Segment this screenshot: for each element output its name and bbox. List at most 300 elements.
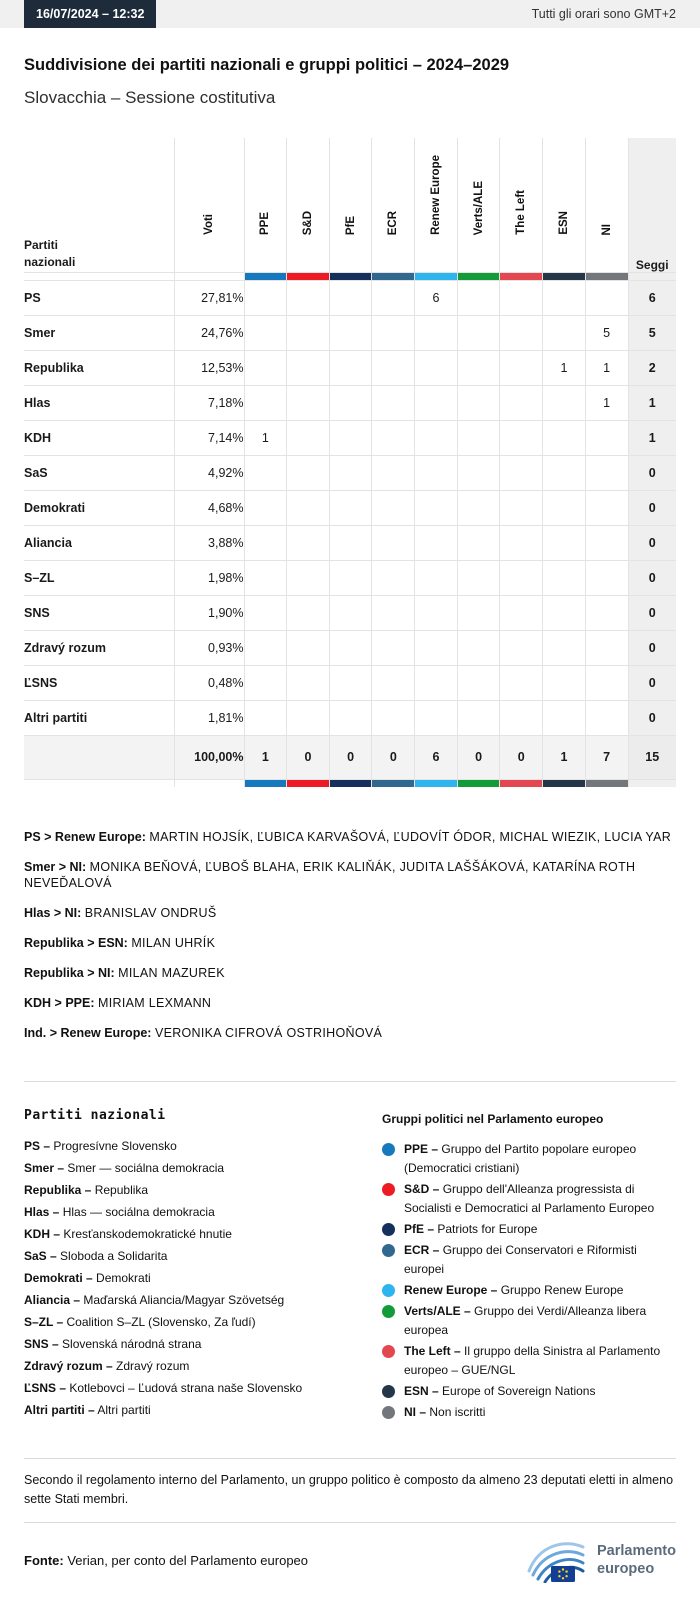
source-line [24, 1553, 308, 1568]
mep-assignment [24, 965, 676, 981]
mep-assignment-names: MILAN UHRÍK [131, 936, 216, 950]
group-column-header [287, 138, 330, 238]
party-abbr: SaS – [24, 1249, 57, 1263]
party-abbr: PS – [24, 1139, 51, 1153]
party-full-name: Demokrati [96, 1271, 151, 1285]
mep-assignment-label: KDH > PPE: [24, 996, 95, 1010]
group-seats-total: 7 [585, 735, 628, 779]
party-name: Smer [24, 315, 174, 350]
party-group-seats: 1 [585, 350, 628, 385]
party-group-seats [585, 560, 628, 595]
source-text: Verian, per conto del Parlamento europeo [67, 1552, 309, 1568]
party-name: Hlas [24, 385, 174, 420]
party-group-seats [457, 315, 500, 350]
party-legend-item [24, 1399, 368, 1421]
party-name: Altri partiti [24, 700, 174, 735]
group-legend-text [404, 1342, 676, 1380]
group-legend-item [382, 1241, 676, 1279]
group-column-header-label: The Left [515, 190, 528, 235]
party-group-seats [329, 630, 372, 665]
datetime-badge: 16/07/2024 – 12:32 [24, 0, 156, 28]
mep-assignment [24, 859, 676, 891]
party-group-seats [372, 315, 415, 350]
party-legend-item [24, 1289, 368, 1311]
party-group-seats [585, 420, 628, 455]
group-color-dot [382, 1406, 395, 1419]
party-group-seats [500, 700, 543, 735]
party-group-seats [585, 525, 628, 560]
group-color-bar [244, 779, 287, 787]
group-color-bar [457, 272, 500, 280]
group-color-bar [543, 779, 586, 787]
party-row [24, 455, 676, 490]
party-abbr: Zdravý rozum – [24, 1359, 113, 1373]
group-description: Non iscritti [429, 1405, 486, 1419]
group-column-header-label: PfE [344, 215, 357, 235]
party-group-seats [372, 525, 415, 560]
table-header-row [24, 138, 676, 238]
group-seats-total: 0 [287, 735, 330, 779]
party-group-seats [543, 385, 586, 420]
footer-color-strip [24, 779, 676, 787]
group-seats-total: 6 [415, 735, 458, 779]
party-group-seats [415, 350, 458, 385]
party-group-seats [457, 490, 500, 525]
party-group-seats [329, 315, 372, 350]
party-group-seats [415, 455, 458, 490]
party-group-seats [500, 385, 543, 420]
mep-assignment [24, 905, 676, 921]
group-color-dot [382, 1143, 395, 1156]
mep-assignments-section [24, 829, 676, 1041]
party-full-name: Kotlebovci – Ľudová strana naše Slovensko [69, 1381, 303, 1395]
party-group-seats [329, 385, 372, 420]
party-row [24, 630, 676, 665]
mep-assignment [24, 935, 676, 951]
party-legend-item [24, 1135, 368, 1157]
european-parliament-logo-icon [525, 1537, 587, 1583]
party-group-seats [585, 665, 628, 700]
party-group-seats [329, 350, 372, 385]
party-group-seats: 1 [543, 350, 586, 385]
party-seats-total: 0 [628, 700, 676, 735]
party-group-seats [543, 280, 586, 315]
party-group-seats [457, 595, 500, 630]
party-row [24, 700, 676, 735]
ep-logo-text-line1: Parlamento [597, 1543, 676, 1559]
mep-assignment-names: MARTIN HOJSÍK, ĽUBICA KARVAŠOVÁ, ĽUDOVÍT ÓDOR, MICHAL WIEZIK, LUCIA YAR [149, 830, 672, 844]
group-abbr: The Left – [404, 1344, 461, 1358]
mep-assignment-label: Republika > ESN: [24, 936, 128, 950]
party-group-seats [244, 630, 287, 665]
group-legend-item [382, 1382, 676, 1401]
party-group-seats: 5 [585, 315, 628, 350]
parties-legend-title: Partiti nazionali [24, 1108, 166, 1123]
party-row [24, 385, 676, 420]
mep-assignment [24, 1025, 676, 1041]
group-seats-total: 1 [543, 735, 586, 779]
party-name: Demokrati [24, 490, 174, 525]
party-group-seats [244, 350, 287, 385]
party-group-seats [372, 490, 415, 525]
group-description: Gruppo dei Verdi/Alleanza libera europea [404, 1304, 647, 1337]
party-group-seats [329, 490, 372, 525]
party-group-seats [543, 455, 586, 490]
party-group-seats [500, 525, 543, 560]
party-group-seats: 1 [585, 385, 628, 420]
party-full-name: Slovenská národná strana [62, 1337, 202, 1351]
group-color-bar [585, 272, 628, 280]
party-legend-item [24, 1377, 368, 1399]
party-group-seats [457, 420, 500, 455]
party-legend-item [24, 1333, 368, 1355]
party-abbr: Smer – [24, 1161, 65, 1175]
party-vote-share: 0,48% [174, 665, 244, 700]
party-group-seats [244, 280, 287, 315]
group-column-header [372, 138, 415, 238]
party-group-seats [500, 350, 543, 385]
party-row [24, 315, 676, 350]
party-vote-share: 24,76% [174, 315, 244, 350]
totals-row [24, 735, 676, 779]
party-group-seats [415, 560, 458, 595]
group-column-header-label: NI [600, 223, 613, 235]
party-group-seats [287, 385, 330, 420]
footer-divider-bottom [24, 1522, 676, 1523]
group-color-bar [415, 272, 458, 280]
group-legend-text [404, 1281, 623, 1300]
group-legend-text [404, 1140, 676, 1178]
party-group-seats [287, 280, 330, 315]
section-divider [24, 1081, 676, 1082]
group-legend-item [382, 1403, 676, 1422]
group-legend-item [382, 1342, 676, 1380]
party-seats-total: 0 [628, 595, 676, 630]
group-description: Il gruppo della Sinistra al Parlamento europeo – GUE/NGL [404, 1344, 661, 1377]
mep-assignment-names: MONIKA BEŇOVÁ, ĽUBOŠ BLAHA, ERIK KALIŇÁK, JUDITA LAŠŠÁKOVÁ, KATARÍNA ROTH NEVEĎALOVÁ [24, 860, 636, 890]
group-abbr: Verts/ALE – [404, 1304, 471, 1318]
results-table-body [24, 280, 676, 787]
group-color-bar [457, 779, 500, 787]
seggi-column-header [628, 138, 676, 272]
party-group-seats [372, 665, 415, 700]
party-group-seats [329, 665, 372, 700]
group-description: Gruppo del Partito popolare europeo (Democratici cristiani) [404, 1142, 637, 1175]
party-row [24, 525, 676, 560]
party-group-seats [244, 385, 287, 420]
group-color-dot [382, 1183, 395, 1196]
party-group-seats [543, 490, 586, 525]
party-group-seats [457, 350, 500, 385]
group-color-bar [372, 779, 415, 787]
ep-logo-text [597, 1542, 676, 1578]
party-vote-share: 1,98% [174, 560, 244, 595]
party-group-seats [415, 700, 458, 735]
party-group-seats [543, 315, 586, 350]
party-full-name: Republika [94, 1183, 149, 1197]
party-group-seats [372, 280, 415, 315]
group-column-header-label: Verts/ALE [472, 180, 485, 235]
group-legend-item [382, 1140, 676, 1178]
party-abbr: Aliancia – [24, 1293, 81, 1307]
seggi-column-header-label: Seggi [635, 257, 669, 272]
party-seats-total: 0 [628, 560, 676, 595]
mep-assignment-names: MIRIAM LEXMANN [98, 996, 212, 1010]
party-group-seats [457, 560, 500, 595]
party-full-name: Kresťanskodemokratické hnutie [63, 1227, 232, 1241]
group-description: Gruppo dei Conservatori e Riformisti europei [404, 1243, 637, 1276]
party-group-seats [543, 700, 586, 735]
party-group-seats [244, 525, 287, 560]
party-group-seats [500, 455, 543, 490]
group-color-dot [382, 1223, 395, 1236]
party-vote-share: 0,93% [174, 630, 244, 665]
group-seats-total: 0 [329, 735, 372, 779]
party-group-seats [543, 665, 586, 700]
group-column-header [500, 138, 543, 238]
party-row [24, 665, 676, 700]
group-color-bar [244, 272, 287, 280]
party-vote-share: 4,68% [174, 490, 244, 525]
mep-assignment-label: Smer > NI: [24, 860, 87, 874]
group-color-bar [500, 272, 543, 280]
party-vote-share: 1,90% [174, 595, 244, 630]
party-group-seats [500, 420, 543, 455]
party-group-seats: 1 [244, 420, 287, 455]
party-legend-item [24, 1223, 368, 1245]
results-table [24, 138, 676, 787]
party-group-seats [372, 630, 415, 665]
party-group-seats [500, 315, 543, 350]
voti-column-header-label: Voti [203, 214, 215, 235]
group-legend-item [382, 1180, 676, 1218]
group-abbr: PfE – [404, 1222, 435, 1236]
mep-assignment [24, 995, 676, 1011]
party-group-seats [500, 560, 543, 595]
mep-assignment-label: Ind. > Renew Europe: [24, 1026, 152, 1040]
party-name: KDH [24, 420, 174, 455]
party-vote-share: 12,53% [174, 350, 244, 385]
party-group-seats [543, 595, 586, 630]
party-seats-total: 0 [628, 490, 676, 525]
group-description: Europe of Sovereign Nations [442, 1384, 596, 1398]
party-row [24, 490, 676, 525]
party-group-seats [372, 595, 415, 630]
party-full-name: Altri partiti [97, 1403, 151, 1417]
party-legend-item [24, 1355, 368, 1377]
party-group-seats [457, 385, 500, 420]
party-group-seats [244, 315, 287, 350]
group-color-dot [382, 1284, 395, 1297]
party-group-seats [244, 700, 287, 735]
party-group-seats [329, 595, 372, 630]
party-group-seats [287, 665, 330, 700]
party-group-seats [585, 700, 628, 735]
party-seats-total: 0 [628, 455, 676, 490]
group-legend-text [404, 1403, 485, 1422]
party-column-header-label: Partiti nazionali [24, 237, 76, 270]
party-full-name: Zdravý rozum [116, 1359, 190, 1373]
party-group-seats [500, 630, 543, 665]
group-abbr: ECR – [404, 1243, 440, 1257]
group-color-bar [585, 779, 628, 787]
party-group-seats [415, 595, 458, 630]
party-seats-total: 6 [628, 280, 676, 315]
party-group-seats [287, 595, 330, 630]
group-column-header [457, 138, 500, 238]
party-vote-share: 7,18% [174, 385, 244, 420]
party-full-name: Hlas — sociálna demokracia [62, 1205, 215, 1219]
party-group-seats [585, 490, 628, 525]
legend-section [24, 1108, 676, 1424]
party-full-name: Smer — sociálna demokracia [67, 1161, 225, 1175]
party-group-seats [287, 630, 330, 665]
group-column-header-label: Renew Europe [429, 155, 442, 235]
party-group-seats [287, 420, 330, 455]
mep-assignment [24, 829, 676, 845]
group-color-dot [382, 1385, 395, 1398]
party-group-seats [244, 455, 287, 490]
party-group-seats [543, 525, 586, 560]
party-vote-share: 3,88% [174, 525, 244, 560]
party-legend-item [24, 1267, 368, 1289]
party-vote-share: 1,81% [174, 700, 244, 735]
groups-legend-title: Gruppi politici nel Parlamento europeo [382, 1112, 604, 1126]
mep-assignment-names: MILAN MAZUREK [118, 966, 225, 980]
group-color-bar [329, 779, 372, 787]
party-group-seats [543, 420, 586, 455]
party-full-name: Maďarská Aliancia/Magyar Szövetség [83, 1293, 285, 1307]
group-color-dot [382, 1244, 395, 1257]
party-vote-share: 27,81% [174, 280, 244, 315]
party-group-seats [457, 455, 500, 490]
party-legend-item [24, 1201, 368, 1223]
party-group-seats [415, 385, 458, 420]
footer-divider-top [24, 1458, 676, 1459]
party-abbr: SNS – [24, 1337, 59, 1351]
footer [24, 1537, 676, 1583]
party-row [24, 595, 676, 630]
party-abbr: Demokrati – [24, 1271, 93, 1285]
party-vote-share: 4,92% [174, 455, 244, 490]
party-group-seats [287, 700, 330, 735]
party-group-seats [287, 350, 330, 385]
party-seats-total: 0 [628, 665, 676, 700]
group-legend-text [404, 1241, 676, 1279]
total-vote-share: 100,00% [174, 735, 244, 779]
party-full-name: Sloboda a Solidarita [60, 1249, 168, 1263]
party-group-seats [372, 700, 415, 735]
group-seats-total: 1 [244, 735, 287, 779]
party-group-seats [372, 350, 415, 385]
party-group-seats [585, 595, 628, 630]
party-group-seats [329, 455, 372, 490]
party-group-seats [287, 455, 330, 490]
group-column-header-label: PPE [259, 211, 272, 235]
group-color-bar [415, 779, 458, 787]
parties-legend-list [24, 1135, 368, 1421]
party-group-seats [415, 525, 458, 560]
group-column-header [415, 138, 458, 238]
group-column-header [244, 138, 287, 238]
main-content [0, 56, 700, 1603]
party-group-seats [457, 280, 500, 315]
party-group-seats [244, 665, 287, 700]
results-table-head [24, 138, 676, 280]
party-name: SaS [24, 455, 174, 490]
party-group-seats [287, 560, 330, 595]
party-group-seats: 6 [415, 280, 458, 315]
party-name: Republika [24, 350, 174, 385]
group-legend-text [404, 1180, 676, 1218]
group-color-bar [543, 272, 586, 280]
group-legend-text [404, 1220, 537, 1239]
party-group-seats [329, 700, 372, 735]
party-group-seats [372, 560, 415, 595]
party-group-seats [585, 280, 628, 315]
party-group-seats [585, 630, 628, 665]
party-vote-share: 7,14% [174, 420, 244, 455]
party-seats-total: 0 [628, 525, 676, 560]
party-group-seats [329, 280, 372, 315]
party-legend-item [24, 1311, 368, 1333]
party-group-seats [457, 665, 500, 700]
group-column-header [585, 138, 628, 238]
party-group-seats [543, 560, 586, 595]
party-row [24, 280, 676, 315]
party-group-seats [415, 630, 458, 665]
group-abbr: Renew Europe – [404, 1283, 498, 1297]
party-name: PS [24, 280, 174, 315]
party-row [24, 350, 676, 385]
party-group-seats [287, 315, 330, 350]
group-color-bar [287, 272, 330, 280]
party-name: S–ZL [24, 560, 174, 595]
header-color-strip [24, 272, 676, 280]
party-seats-total: 5 [628, 315, 676, 350]
party-group-seats [415, 315, 458, 350]
group-color-bar [287, 779, 330, 787]
party-name: Zdravý rozum [24, 630, 174, 665]
party-group-seats [372, 420, 415, 455]
mep-assignment-label: Hlas > NI: [24, 906, 82, 920]
groups-legend-list [382, 1140, 676, 1422]
group-color-bar [500, 779, 543, 787]
group-legend-text [404, 1302, 676, 1340]
party-row [24, 560, 676, 595]
ep-logo-text-line2: europeo [597, 1561, 655, 1577]
group-column-header [543, 138, 586, 238]
topbar [0, 0, 700, 28]
group-column-header-label: ESN [557, 211, 570, 235]
group-color-dot [382, 1305, 395, 1318]
group-color-bar [372, 272, 415, 280]
groups-legend [382, 1108, 676, 1424]
party-legend-item [24, 1157, 368, 1179]
party-abbr: Republika – [24, 1183, 92, 1197]
party-name: SNS [24, 595, 174, 630]
party-full-name: Coalition S–ZL (Slovensko, Za ľudí) [66, 1315, 256, 1329]
party-name: ĽSNS [24, 665, 174, 700]
group-legend-item [382, 1220, 676, 1239]
party-group-seats [287, 490, 330, 525]
footnote: Secondo il regolamento interno del Parlamento, un gruppo politico è composto da almeno 23 deputati eletti in almeno sette Stati membri. [24, 1473, 674, 1506]
ep-logo [525, 1537, 676, 1583]
group-abbr: S&D – [404, 1182, 440, 1196]
voti-column-header [174, 138, 244, 238]
group-legend-item [382, 1281, 676, 1300]
party-group-seats [585, 455, 628, 490]
